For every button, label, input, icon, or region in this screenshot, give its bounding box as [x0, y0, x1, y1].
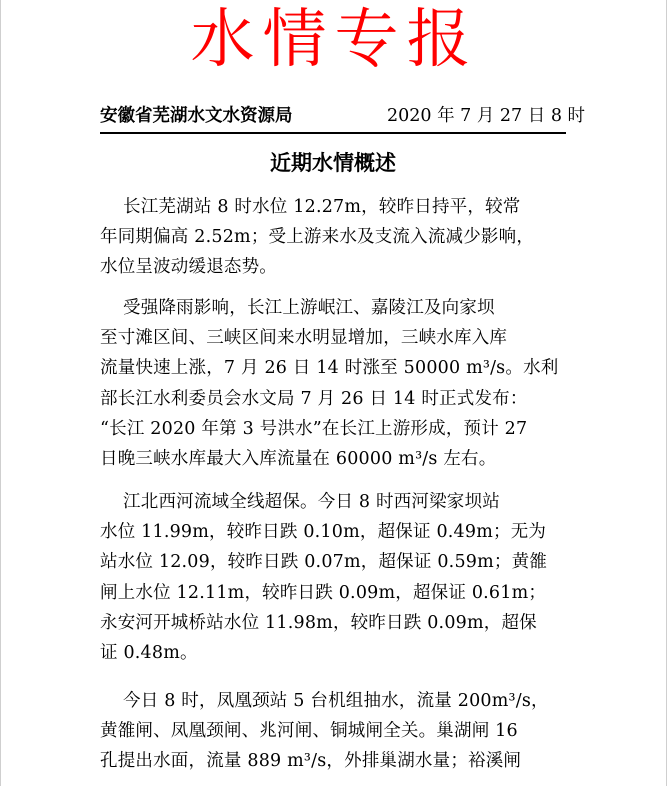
- paragraph-yangtze-wuhu: 长江芜湖站 8 时水位 12.27m，较昨日持平，较常 年同期偏高 2.52m；受上游来水及支流入流减少影响， 水位呈波动缓退态势。: [100, 197, 535, 278]
- paragraph-sluice-operations: 今日 8 时，凤凰颈站 5 台机组抽水，流量 200m³/s， 黄雒闸、凤凰颈闸、兆河闸、铜城闸全关。巢湖闸 16 孔提出水面，流量 889 m³/s，外排巢湖水量；裕溪闸: [100, 691, 549, 772]
- issuer-name: 安徽省芜湖水文水资源局: [100, 106, 293, 126]
- paragraph-upper-yangtze-flood: 受强降雨影响，长江上游岷江、嘉陵江及向家坝 至寸滩区间、三峡区间来水明显增加，三峡水库入库 流量快速上涨，7 月 26 日 14 时涨至 50000 m³/s。水利 部长江水利委员会水文局 7 月 26 日 14 时正式发布： “长江 2020 年第 3 号洪水”在长江上游形成，预计 27 日晚三峡水库最大入库流量在 60000 m³/s 左右。: [100, 298, 559, 470]
- section-heading: 近期水情概述: [270, 151, 396, 175]
- issue-date: 2020 年 7 月 27 日 8 时: [387, 106, 586, 126]
- masthead-title: 水情专报: [190, 3, 479, 77]
- paragraph-xihe-basin: 江北西河流域全线超保。今日 8 时西河梁家坝站 水位 11.99m，较昨日跌 0.10m，超保证 0.49m；无为 站水位 12.09，较昨日跌 0.07m，超保证 0.59m；黄雒 闸上水位 12.11m，较昨日跌 0.09m，超保证 0.61m； 永安河开城桥站水位 11.98m，较昨日跌 0.09m，超保 证 0.48m。: [100, 492, 548, 664]
- header-rule: [100, 132, 566, 134]
